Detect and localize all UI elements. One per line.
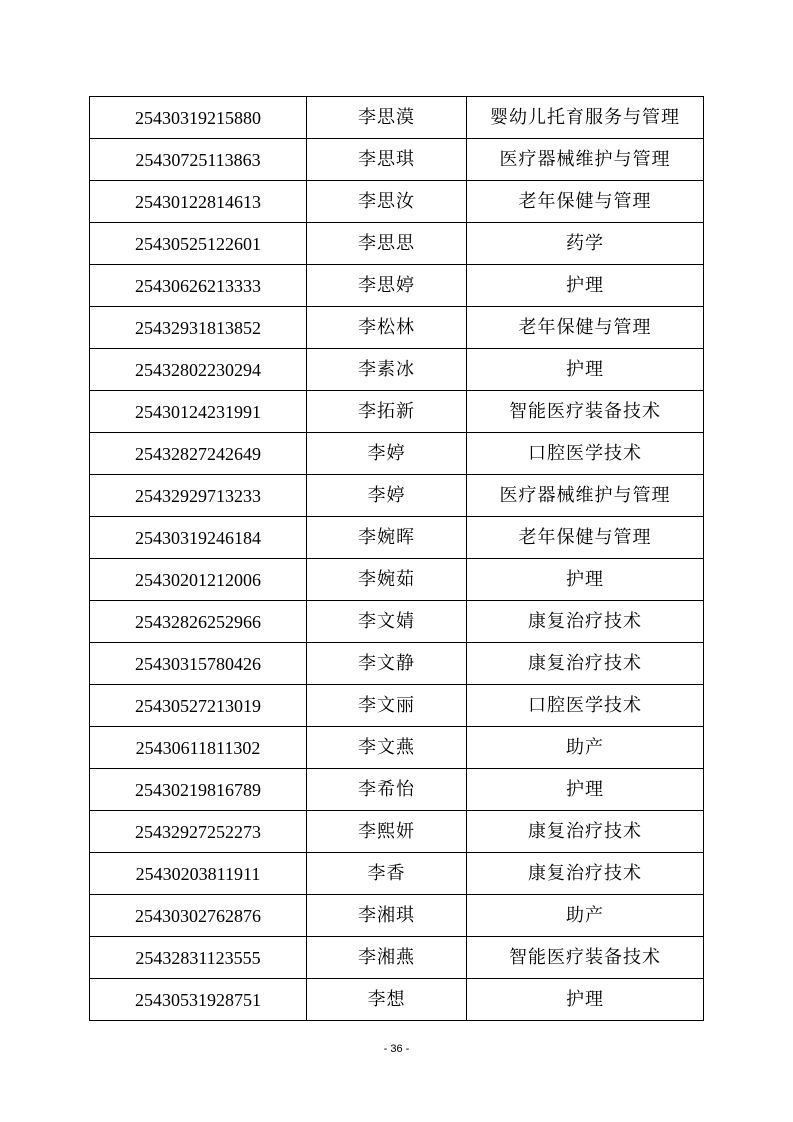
major-cell: 老年保健与管理 — [467, 517, 704, 559]
table-row — [90, 853, 704, 895]
table-row — [90, 139, 704, 181]
student-id-cell: 25430203811911 — [90, 853, 307, 895]
student-id-cell: 25430626213333 — [90, 265, 307, 307]
student-id-cell: 25430319246184 — [90, 517, 307, 559]
student-name-cell: 李婷 — [307, 433, 467, 475]
student-name-cell: 李思思 — [307, 223, 467, 265]
table-row — [90, 307, 704, 349]
student-name-cell: 李想 — [307, 979, 467, 1021]
major-cell: 助产 — [467, 895, 704, 937]
student-name-cell: 李湘琪 — [307, 895, 467, 937]
student-name-cell: 李希怡 — [307, 769, 467, 811]
major-cell: 护理 — [467, 265, 704, 307]
major-cell: 护理 — [467, 769, 704, 811]
student-name-cell: 李思琪 — [307, 139, 467, 181]
major-cell: 智能医疗装备技术 — [467, 391, 704, 433]
table-row — [90, 685, 704, 727]
student-name-cell: 李文燕 — [307, 727, 467, 769]
table-row — [90, 811, 704, 853]
table-row — [90, 517, 704, 559]
table-row — [90, 391, 704, 433]
major-cell: 医疗器械维护与管理 — [467, 139, 704, 181]
student-id-cell: 25430315780426 — [90, 643, 307, 685]
major-cell: 康复治疗技术 — [467, 811, 704, 853]
student-name-cell: 李婉晖 — [307, 517, 467, 559]
student-id-cell: 25430124231991 — [90, 391, 307, 433]
table-row — [90, 475, 704, 517]
student-name-cell: 李湘燕 — [307, 937, 467, 979]
student-id-cell: 25430531928751 — [90, 979, 307, 1021]
table-row — [90, 97, 704, 139]
major-cell: 药学 — [467, 223, 704, 265]
student-id-cell: 25432802230294 — [90, 349, 307, 391]
table-row — [90, 727, 704, 769]
student-id-cell: 25432827242649 — [90, 433, 307, 475]
major-cell: 护理 — [467, 979, 704, 1021]
major-cell: 医疗器械维护与管理 — [467, 475, 704, 517]
student-name-cell: 李素冰 — [307, 349, 467, 391]
student-id-cell: 25430527213019 — [90, 685, 307, 727]
student-id-cell: 25430201212006 — [90, 559, 307, 601]
student-id-cell: 25430122814613 — [90, 181, 307, 223]
student-id-cell: 25432929713233 — [90, 475, 307, 517]
major-cell: 口腔医学技术 — [467, 433, 704, 475]
student-name-cell: 李文婧 — [307, 601, 467, 643]
student-name-cell: 李思漠 — [307, 97, 467, 139]
table-row — [90, 937, 704, 979]
student-id-cell: 25430525122601 — [90, 223, 307, 265]
student-roster-table — [89, 96, 704, 1021]
student-id-cell: 25432931813852 — [90, 307, 307, 349]
student-name-cell: 李松林 — [307, 307, 467, 349]
table-row — [90, 433, 704, 475]
table-row — [90, 895, 704, 937]
table-row — [90, 265, 704, 307]
student-id-cell: 25430725113863 — [90, 139, 307, 181]
table-row — [90, 349, 704, 391]
major-cell: 口腔医学技术 — [467, 685, 704, 727]
student-name-cell: 李拓新 — [307, 391, 467, 433]
student-name-cell: 李文静 — [307, 643, 467, 685]
table-row — [90, 181, 704, 223]
student-name-cell: 李熙妍 — [307, 811, 467, 853]
student-id-cell: 25432927252273 — [90, 811, 307, 853]
student-name-cell: 李思汝 — [307, 181, 467, 223]
table-row — [90, 559, 704, 601]
student-id-cell: 25430611811302 — [90, 727, 307, 769]
table-row — [90, 769, 704, 811]
major-cell: 助产 — [467, 727, 704, 769]
table-row — [90, 979, 704, 1021]
major-cell: 康复治疗技术 — [467, 853, 704, 895]
table-row — [90, 643, 704, 685]
student-id-cell: 25432826252966 — [90, 601, 307, 643]
major-cell: 护理 — [467, 349, 704, 391]
student-name-cell: 李婉茹 — [307, 559, 467, 601]
major-cell: 老年保健与管理 — [467, 307, 704, 349]
student-id-cell: 25430302762876 — [90, 895, 307, 937]
student-id-cell: 25432831123555 — [90, 937, 307, 979]
student-id-cell: 25430219816789 — [90, 769, 307, 811]
student-name-cell: 李香 — [307, 853, 467, 895]
major-cell: 护理 — [467, 559, 704, 601]
major-cell: 老年保健与管理 — [467, 181, 704, 223]
student-name-cell: 李思婷 — [307, 265, 467, 307]
table-row — [90, 601, 704, 643]
student-name-cell: 李婷 — [307, 475, 467, 517]
major-cell: 婴幼儿托育服务与管理 — [467, 97, 704, 139]
table-row — [90, 223, 704, 265]
major-cell: 康复治疗技术 — [467, 601, 704, 643]
roster-body — [90, 97, 704, 1021]
student-id-cell: 25430319215880 — [90, 97, 307, 139]
major-cell: 康复治疗技术 — [467, 643, 704, 685]
major-cell: 智能医疗装备技术 — [467, 937, 704, 979]
student-name-cell: 李文丽 — [307, 685, 467, 727]
page-number: - 36 - — [383, 1043, 410, 1055]
